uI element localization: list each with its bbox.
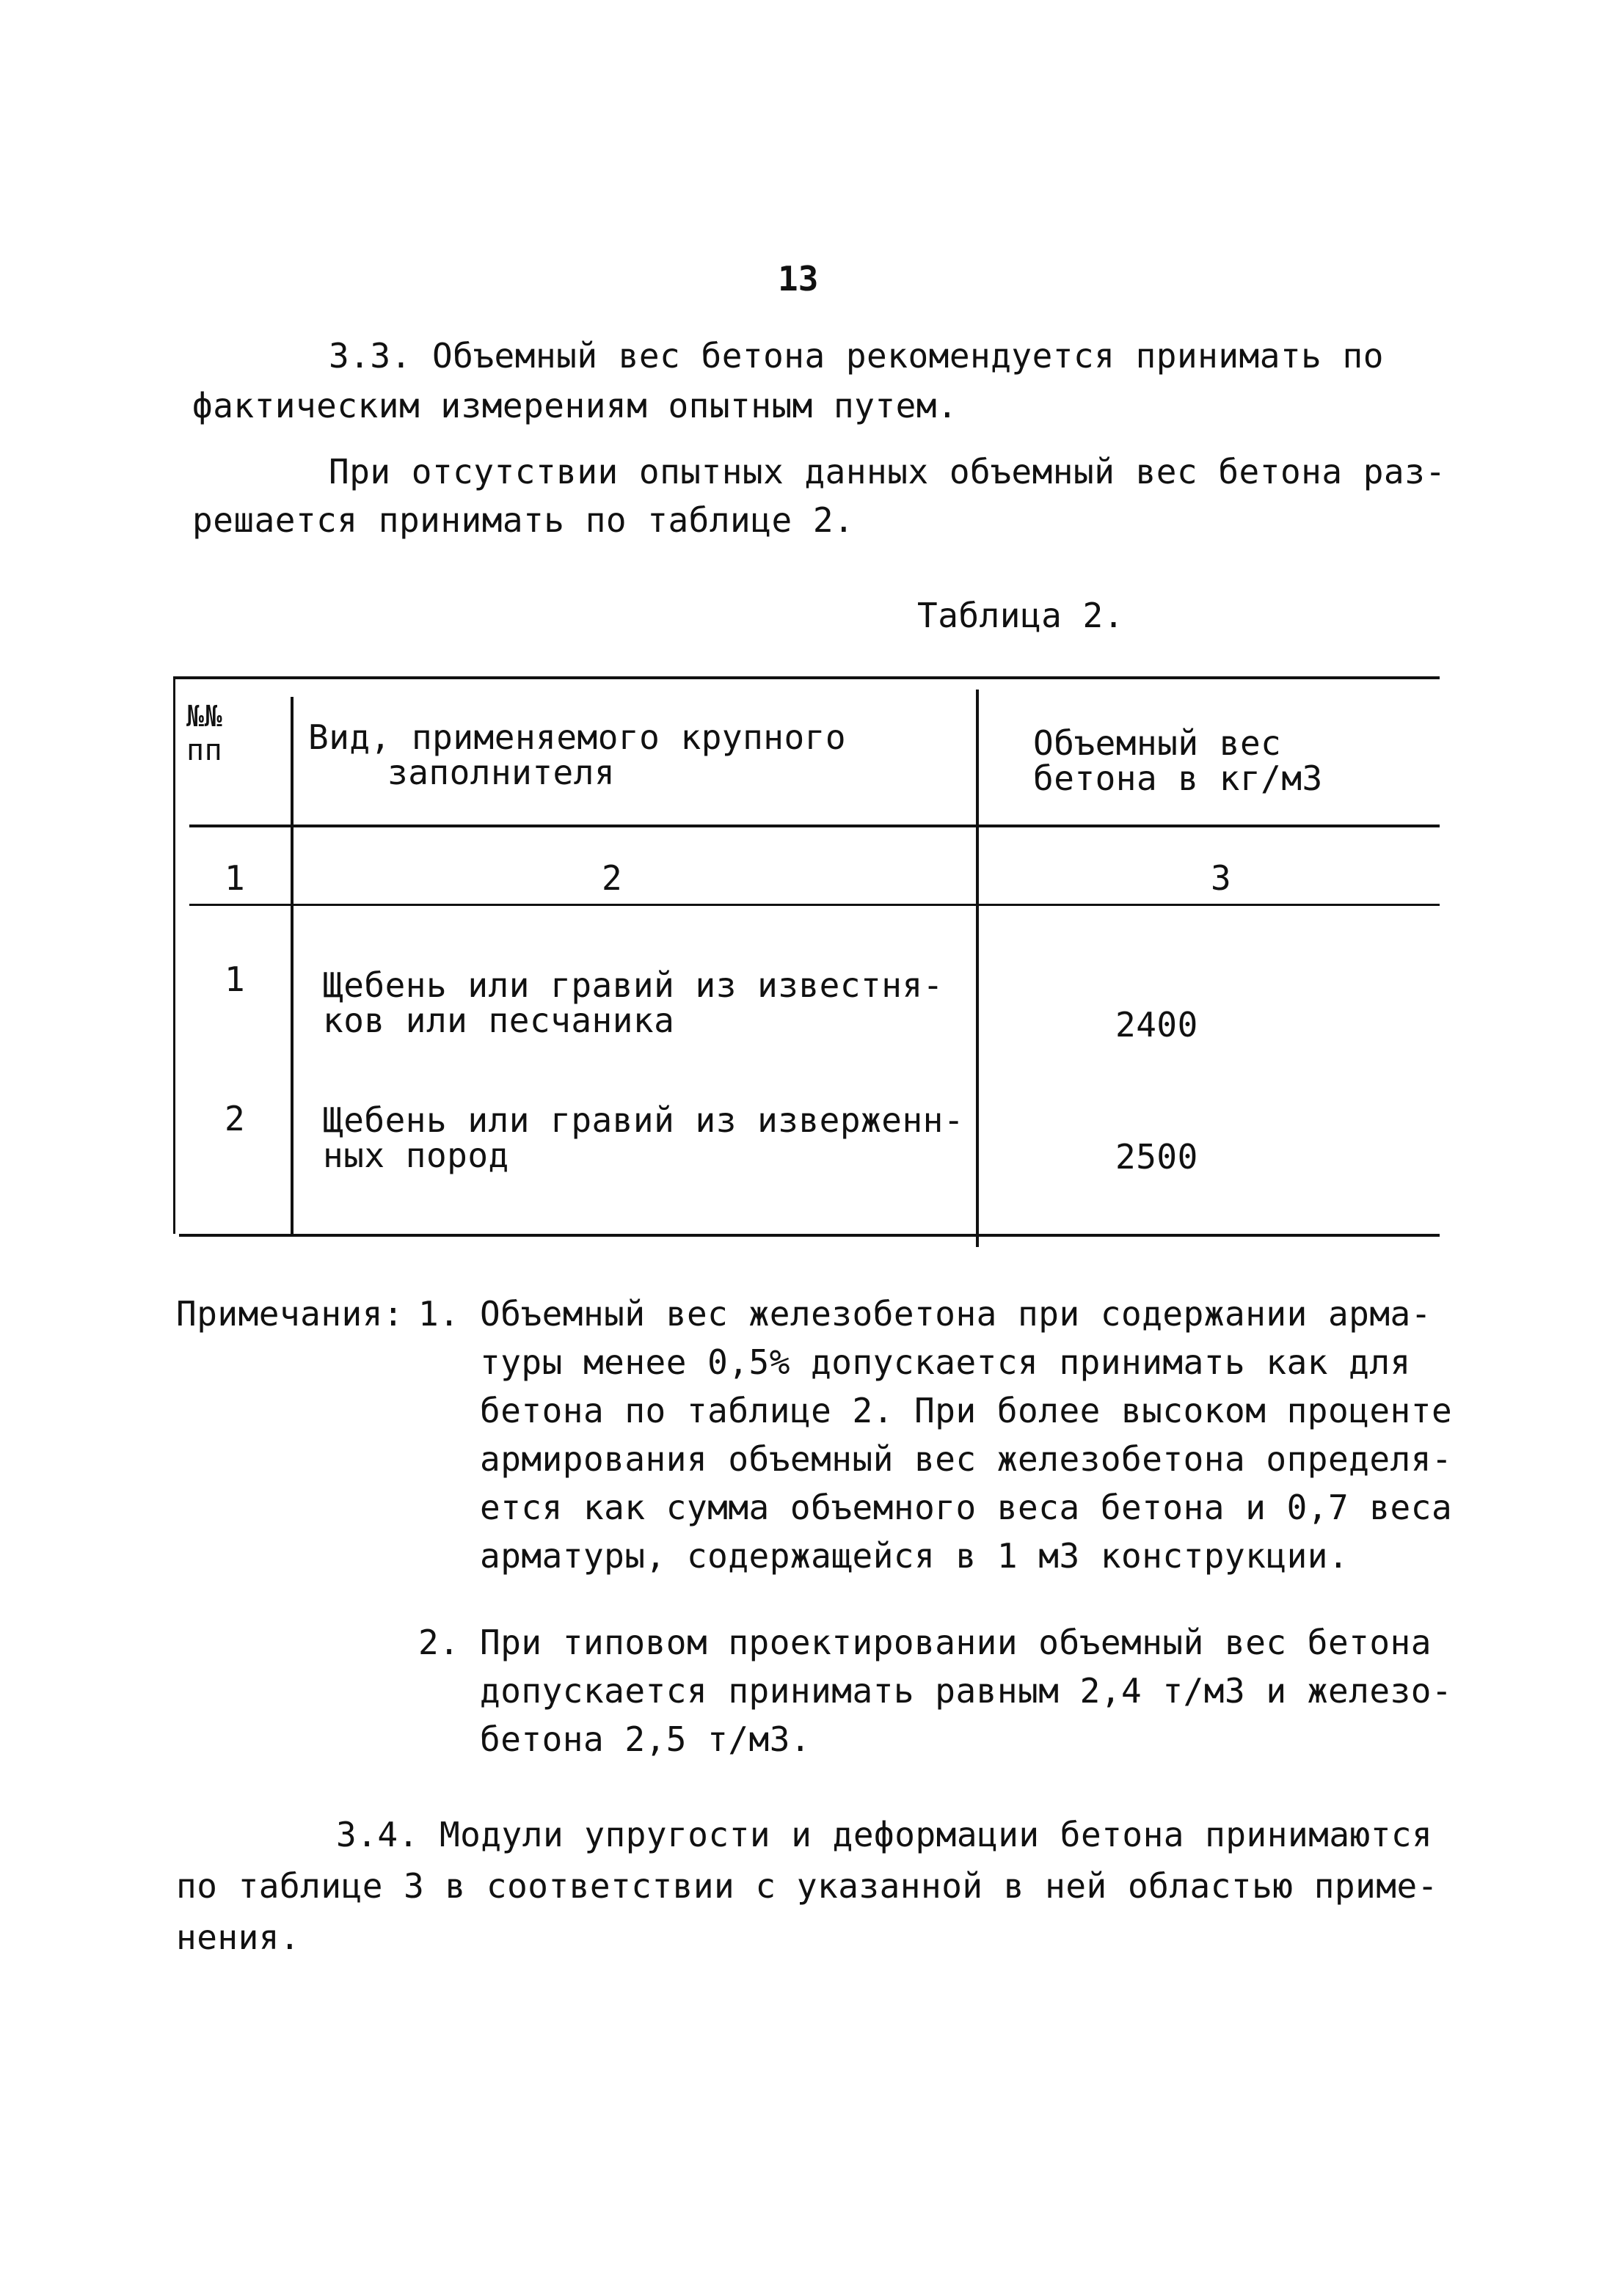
colnum-2: 2 xyxy=(602,858,623,898)
table-caption: Таблица 2. xyxy=(917,596,1124,635)
header-type-line-2: заполнителя xyxy=(387,753,616,792)
table-top-rule xyxy=(173,676,1440,679)
row-2-value: 2500 xyxy=(1115,1137,1198,1177)
table-header-rule xyxy=(189,825,1440,827)
paragraph-absence-line-2: решается принимать по таблице 2. xyxy=(192,500,855,540)
table-left-rule xyxy=(173,676,175,1234)
table-col-divider-2 xyxy=(976,690,979,1247)
note-2-line-1: При типовом проектировании объемный вес бетона xyxy=(480,1623,1432,1662)
header-num-line-2: пп xyxy=(186,734,223,767)
header-weight-line-1: Объемный вес xyxy=(1033,723,1282,763)
row-1-type-line-1: Щебень или гравий из известня- xyxy=(323,965,944,1005)
colnum-3: 3 xyxy=(1211,858,1232,898)
table-colnum-rule xyxy=(189,904,1440,906)
paragraph-3-3-line-1: 3.3. Объемный вес бетона рекомендуется принимать по xyxy=(329,336,1384,376)
header-weight-line-2: бетона в кг/м3 xyxy=(1033,758,1323,798)
header-type-line-1: Вид, применяемого крупного xyxy=(308,717,847,757)
note-1-line-5: ется как сумма объемного веса бетона и 0,7 веса xyxy=(480,1488,1453,1527)
row-1-num: 1 xyxy=(225,959,246,999)
note-2-line-3: бетона 2,5 т/м3. xyxy=(480,1719,812,1759)
page-number: 13 xyxy=(778,259,819,299)
note-1-number: 1. xyxy=(418,1294,460,1334)
row-2-type-line-1: Щебень или гравий из изверженн- xyxy=(323,1100,965,1140)
note-1-line-6: арматуры, содержащейся в 1 м3 конструкции. xyxy=(480,1536,1349,1576)
row-1-type-line-2: ков или песчаника xyxy=(323,1001,675,1040)
row-1-value: 2400 xyxy=(1115,1005,1198,1045)
notes-label: Примечания: xyxy=(176,1294,404,1334)
paragraph-absence-line-1: При отсутствии опытных данных объемный вес бетона раз- xyxy=(329,452,1446,491)
note-2-line-2: допускается принимать равным 2,4 т/м3 и железо- xyxy=(480,1671,1453,1711)
paragraph-3-4-line-2: по таблице 3 в соответствии с указанной в ней областью приме- xyxy=(176,1866,1438,1906)
row-2-type-line-2: ных пород xyxy=(323,1136,509,1175)
note-1-line-3: бетона по таблице 2. При более высоком проценте xyxy=(480,1391,1453,1430)
paragraph-3-4-line-1: 3.4. Модули упругости и деформации бетона принимаются xyxy=(336,1815,1433,1854)
note-2-number: 2. xyxy=(418,1623,460,1662)
note-1-line-4: армирования объемный вес железобетона определя- xyxy=(480,1439,1453,1479)
colnum-1: 1 xyxy=(225,858,246,898)
note-1-line-2: туры менее 0,5% допускается принимать как для xyxy=(480,1342,1411,1382)
table-col-divider-1 xyxy=(291,697,294,1234)
table-bottom-rule xyxy=(179,1234,1440,1237)
note-1-line-1: Объемный вес железобетона при содержании арма- xyxy=(480,1294,1432,1334)
header-num-line-1: №№ xyxy=(186,700,223,734)
paragraph-3-4-line-3: нения. xyxy=(176,1917,301,1957)
row-2-num: 2 xyxy=(225,1099,246,1138)
paragraph-3-3-line-2: фактическим измерениям опытным путем. xyxy=(192,386,958,425)
